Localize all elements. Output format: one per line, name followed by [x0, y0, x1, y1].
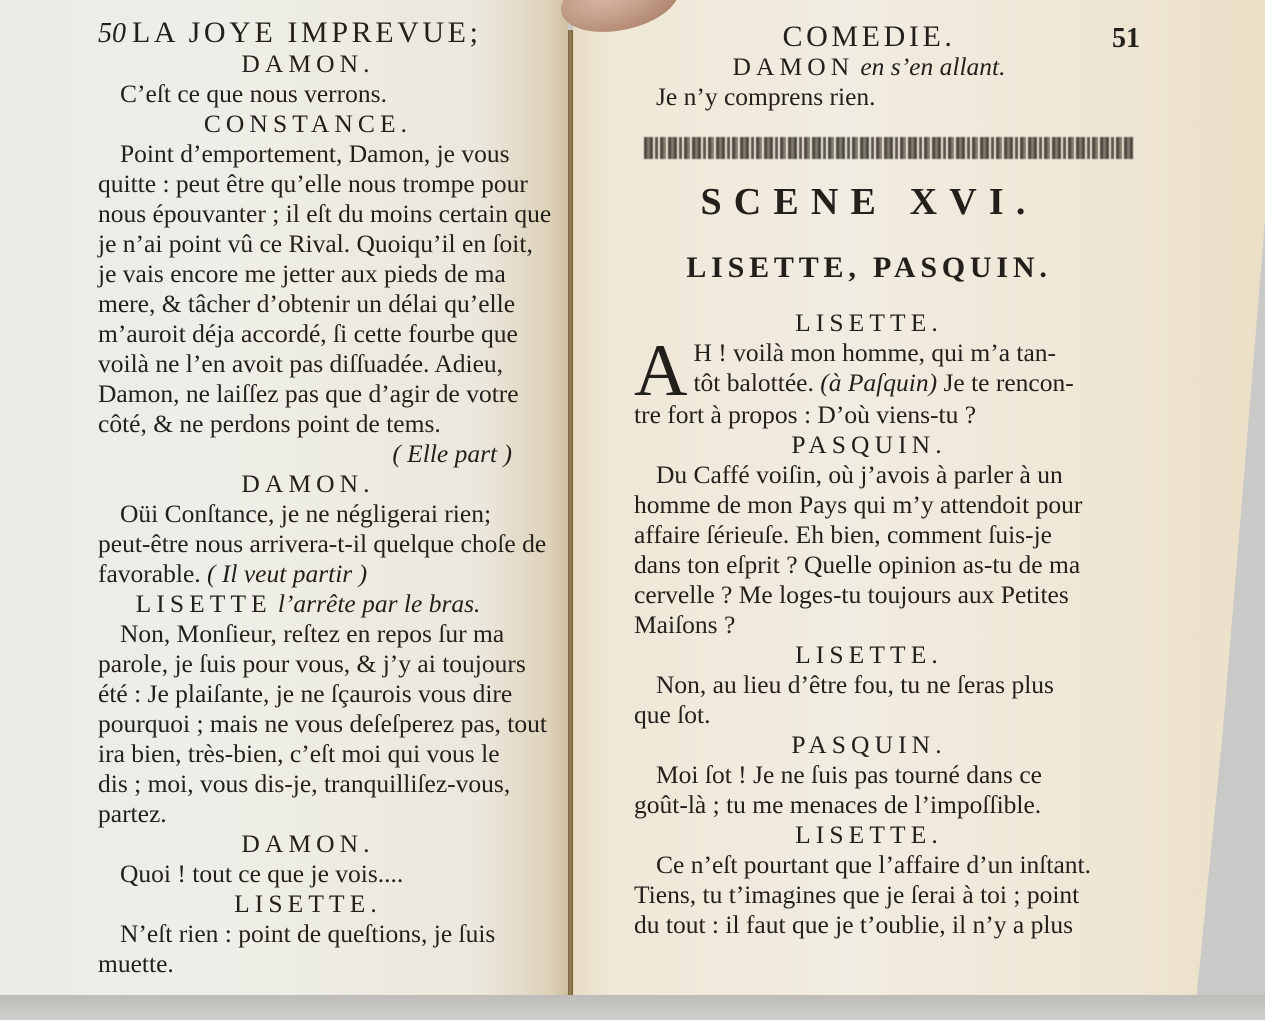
- text-line: H ! voilà mon homme, qui m’a tan-: [693, 338, 1057, 367]
- text-span: favorable.: [98, 559, 208, 588]
- text-line: partez.: [98, 799, 167, 828]
- stage-direction: en s’en allant.: [860, 52, 1006, 81]
- speaker-name: LISETTE.: [795, 308, 943, 337]
- text-line: Point d’emportement, Damon, je vous: [120, 139, 510, 168]
- speaker-name: DAMON: [732, 52, 855, 81]
- text-line: m’auroit déja accordé, ſi cette fourbe que: [98, 319, 518, 348]
- text-line: peut-être nous arrivera-t-il quelque choſe de: [98, 529, 547, 558]
- text-line: je vais encore me jetter aux pieds de ma: [98, 259, 506, 288]
- stage-direction: (à Paſquin): [820, 368, 938, 397]
- text-span: tôt balottée.: [693, 368, 821, 397]
- text-line: quitte : peut être qu’elle nous trompe pour: [98, 169, 528, 198]
- book-gutter: [568, 30, 573, 1005]
- text-line: du tout : il faut que je t’oublie, il n’y a plus: [634, 910, 1074, 939]
- ornament-band: [644, 134, 1134, 162]
- left-page-text: [98, 16, 552, 979]
- text-line: goût-là ; tu me menaces de l’impoſſible.: [634, 790, 1042, 819]
- speaker-name: DAMON.: [241, 829, 375, 858]
- speaker-name: CONSTANCE.: [203, 109, 413, 138]
- text-line: Damon, ne laiſſez pas que d’agir de votre: [98, 379, 519, 408]
- text-line: Je n’y comprens rien.: [656, 82, 876, 111]
- scene-characters: LISETTE, PASQUIN.: [686, 251, 1052, 284]
- right-page-text: [634, 20, 1140, 940]
- text-line: ira bien, très-bien, c’eſt moi qui vous le: [98, 739, 500, 768]
- speaker-name: LISETTE.: [234, 889, 382, 918]
- speaker-with-direction: [98, 589, 518, 619]
- text-line: N’eſt rien : point de queſtions, je ſuis: [120, 919, 496, 948]
- text-line: été : Je plaiſante, je ne ſçaurois vous dire: [98, 679, 513, 708]
- left-page-number: 50: [98, 18, 126, 49]
- dropcap-paragraph: [634, 330, 1104, 412]
- scene-title: SCENE XVI.: [700, 181, 1038, 223]
- speaker-name: PASQUIN.: [791, 730, 947, 759]
- text-line: Maiſons ?: [634, 610, 736, 639]
- text-line: nous épouvanter ; il eſt du moins certain que: [98, 199, 552, 228]
- text-line: mere, & tâcher d’obtenir un délai qu’elle: [98, 289, 516, 318]
- text-line: muette.: [98, 949, 174, 978]
- speaker-name: DAMON.: [241, 49, 375, 78]
- right-page-number: 51: [1112, 23, 1140, 54]
- left-page-body: [98, 49, 552, 979]
- text-line: homme de mon Pays qui m’y attendoit pour: [634, 490, 1083, 519]
- text-line: je n’ai point vû ce Rival. Quoiqu’il en ſoit,: [98, 229, 533, 258]
- stage-direction: ( Il veut partir ): [207, 559, 368, 588]
- text-line: cervelle ? Me loges-tu toujours aux Petites: [634, 580, 1069, 609]
- text-line: pourquoi ; mais ne vous deſeſperez pas, tout: [98, 709, 547, 738]
- text-line: Non, Monſieur, reſtez en repos ſur ma: [120, 619, 505, 648]
- background-surface: [0, 995, 1265, 1020]
- text-line: dis ; moi, vous dis-je, tranquilliſez-vous,: [98, 769, 511, 798]
- left-running-title: LA JOYE IMPREVUE;: [132, 16, 482, 49]
- text-line: Du Caffé voiſin, où j’avois à parler à un: [656, 460, 1063, 489]
- speaker-name: LISETTE.: [795, 820, 943, 849]
- text-line: tre fort à propos : D’où viens-tu ?: [634, 400, 977, 429]
- text-line: Oüi Conſtance, je ne négligerai rien;: [120, 499, 492, 528]
- text-line: dans ton eſprit ? Quelle opinion as-tu de ma: [634, 550, 1081, 579]
- text-line: Quoi ! tout ce que je vois....: [120, 859, 404, 888]
- speaker-with-direction: [634, 52, 1104, 82]
- text-line: parole, je ſuis pour vous, & j’y ai toujours: [98, 649, 526, 678]
- speaker-name: LISETTE: [135, 589, 272, 618]
- right-running-head: [634, 20, 1140, 54]
- speaker-name: PASQUIN.: [791, 430, 947, 459]
- text-line: que ſot.: [634, 700, 711, 729]
- text-line: Moi ſot ! Je ne ſuis pas tourné dans ce: [656, 760, 1042, 789]
- text-line: Non, au lieu d’être fou, tu ne ſeras plus: [656, 670, 1054, 699]
- text-line: affaire ſérieuſe. Eh bien, comment ſuis-je: [634, 520, 1052, 549]
- speaker-name: DAMON.: [241, 469, 375, 498]
- drop-cap: A: [634, 330, 688, 412]
- left-running-head: [98, 18, 518, 49]
- text-line: voilà ne l’en avoit pas diſſuadée. Adieu,: [98, 349, 504, 378]
- speaker-name: LISETTE.: [795, 640, 943, 669]
- text-line: côté, & ne perdons point de tems.: [98, 409, 441, 438]
- right-page-body: [634, 400, 1104, 940]
- text-line: C’eſt ce que nous verrons.: [120, 79, 387, 108]
- stage-direction: l’arrête par le bras.: [277, 589, 481, 618]
- text-line: [98, 559, 518, 589]
- text-line: Tiens, tu t’imagines que je ſerai à toi ; point: [634, 880, 1080, 909]
- text-span: Je te rencon-: [937, 368, 1074, 397]
- text-line: Ce n’eſt pourtant que l’affaire d’un inſtant.: [656, 850, 1092, 879]
- text-line: [634, 368, 1104, 398]
- right-page-pre-lines: [634, 52, 1104, 112]
- right-running-title: COMEDIE.: [782, 20, 956, 53]
- stage-direction: ( Elle part ): [392, 439, 512, 468]
